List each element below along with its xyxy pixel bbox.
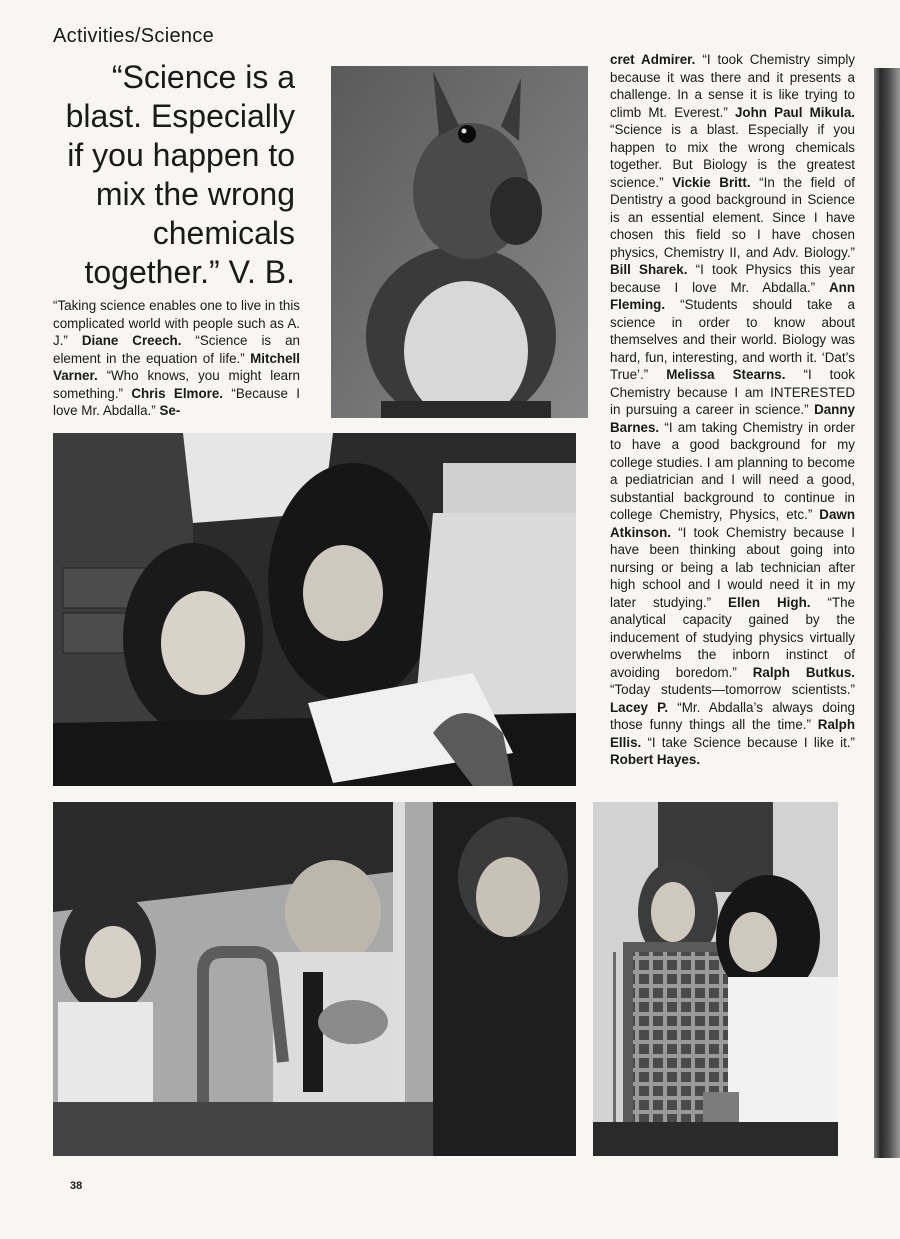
- student-quote: “I took Chemistry simply because it was there and it presents a challenge. In a sense it is like trying to climb Mt. Everest.”: [610, 52, 855, 120]
- students-studying-photo: [53, 433, 576, 786]
- student-quote: “Mr. Abdalla’s always doing those funny things all the time.”: [610, 699, 855, 732]
- student-quote: “I am taking Chemistry in order to have a good background for my college studies. I am planning to become a pediatrician and I will need a good, substantial background to continue in college Chemistry, Physics, etc.”: [610, 419, 855, 522]
- student-name: John Paul Mikula.: [734, 104, 855, 120]
- student-quote: “Science is an element in the equation of life.”: [53, 333, 300, 366]
- pull-quote-headline: “Science is a blast. Especially if you happen to mix the wrong chemicals together.” V. B.: [65, 59, 295, 290]
- student-name: Dawn Atkinson.: [610, 507, 855, 540]
- chemistry-lab-photo: [53, 802, 576, 1156]
- page-number: 38: [70, 1180, 83, 1192]
- student-name: Ann Fleming.: [610, 279, 855, 312]
- student-name: Ralph Butkus.: [752, 664, 855, 680]
- student-quote: “Who knows, you might learn something.”: [53, 368, 300, 401]
- student-quote: “Because I love Mr. Abdalla.”: [53, 385, 300, 418]
- student-name: Chris Elmore.: [131, 385, 224, 401]
- student-quote: “Science is a blast. Especially if you happen to mix the wrong chemicals together. But Biology is the greatest science.”: [610, 122, 855, 190]
- student-name: Mitchell Varner.: [53, 350, 300, 383]
- student-name: Danny Barnes.: [610, 402, 855, 435]
- student-name: Se-: [159, 403, 181, 418]
- student-quote: “I took Chemistry because I am INTERESTED in pursuing a career in science.”: [610, 367, 855, 417]
- student-name: Ellen High.: [728, 594, 811, 610]
- student-name: Diane Creech.: [81, 333, 182, 348]
- student-name: Lacey P.: [610, 699, 669, 715]
- student-quote: “I took Physics this year because I love Mr. Abdalla.”: [610, 262, 855, 295]
- student-name: Robert Hayes.: [610, 752, 701, 767]
- student-name: Ralph Ellis.: [610, 717, 855, 750]
- student-name: Vickie Britt.: [672, 174, 751, 190]
- quotes-column-two: [610, 51, 855, 769]
- student-name: cret Admirer.: [610, 52, 696, 67]
- student-quote: “Taking science enables one to live in this complicated world with people such as A. J.”: [53, 298, 300, 348]
- student-quote: “I took Chemistry because I have been thinking about going into nursing or being a lab technician after high school and I would need it in my later studying.”: [610, 524, 855, 610]
- student-name: Melissa Stearns.: [666, 367, 786, 382]
- section-label: Activities/Science: [53, 25, 215, 47]
- student-quote: “Students should take a science in order to know about themselves and their world. Biology was hard, fun, interesting, and worth it. ‘Dat’s True’.”: [610, 297, 855, 382]
- students-experiment-photo: [593, 802, 838, 1156]
- student-quote: “The analytical capacity gained by the inducement of studying physics virtually overwhelms the inborn instinct of avoiding boredom.”: [610, 594, 855, 680]
- squirrel-photo: [331, 66, 588, 418]
- student-quote: “I take Science because I like it.”: [641, 734, 855, 750]
- student-quote: “In the field of Dentistry a good background in Science is an essential element. Since I have chosen this field so I have chosen physics, Chemistry II, and Adv. Biology.”: [610, 174, 855, 260]
- student-name: Bill Sharek.: [610, 262, 688, 277]
- adjacent-page-edge: [874, 68, 900, 1158]
- student-quote: “Today students—tomorrow scientists.”: [610, 682, 855, 697]
- quotes-column-one: [53, 297, 300, 420]
